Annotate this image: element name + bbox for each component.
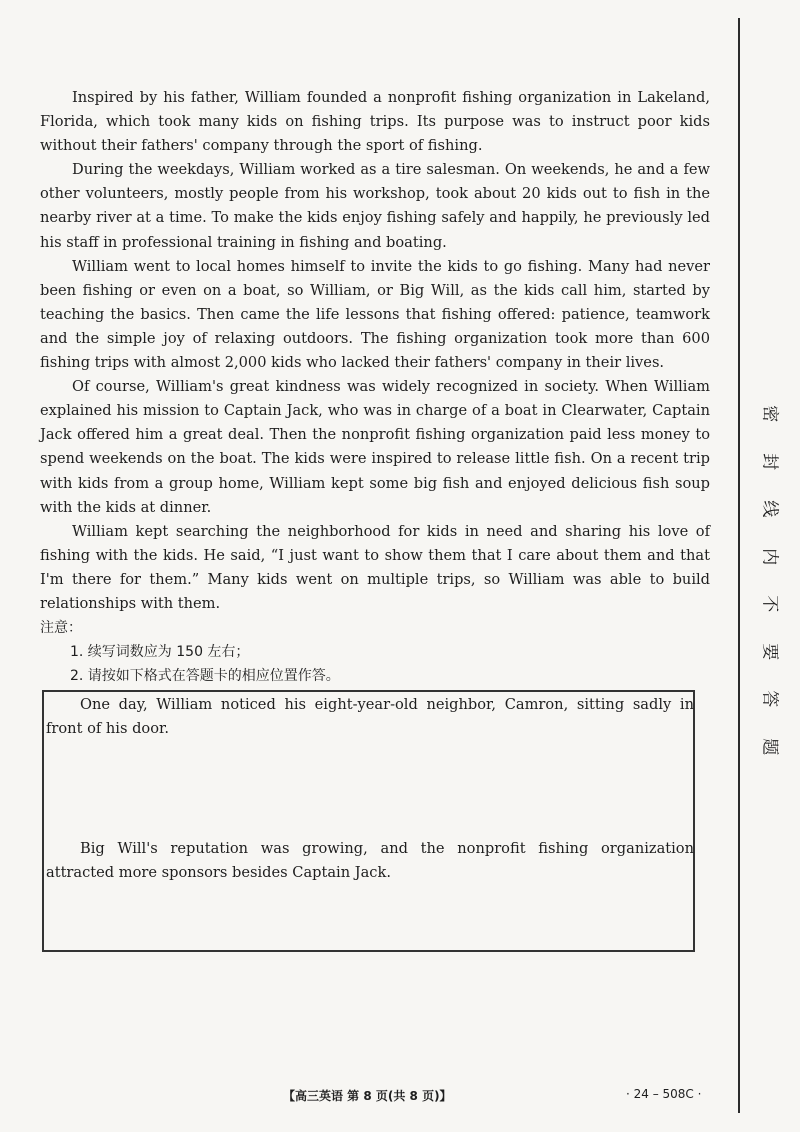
paragraph-two-opening: Big Will's reputation was growing, and the nonprofit fishing organization attracted more sponsors besides Captain Jack.	[46, 840, 694, 881]
instruction-item: 2. 请按如下格式在答题卡的相应位置作答。	[70, 668, 340, 684]
answer-box	[42, 690, 695, 952]
exam-code: · 24 – 508C ·	[626, 1087, 702, 1101]
seal-notice	[742, 390, 779, 770]
paragraph-one-opening: One day, William noticed his eight-year-old neighbor, Camron, sitting sadly in front of his door.	[46, 696, 694, 737]
passage-paragraph: Of course, William's great kindness was widely recognized in society. When William explained his mission to Captain Jack, who was in charge of a boat in Clearwater, Captain Jack offered him a great deal. Then the nonprofit fishing organization paid less money to spend weekends on the boat. The kids were inspired to release little fish. On a recent trip with kids from a group home, William kept some big fish and enjoyed delicious fish soup with the kids at dinner.	[40, 378, 710, 516]
passage-paragraph: William kept searching the neighborhood for kids in need and sharing his love of fishing with the kids. He said, “I just want to show them that I care about them and that I'm there for them.” Many kids went on multiple trips, so William was able to build relationships with them.	[40, 522, 710, 612]
instructions	[40, 616, 710, 688]
instruction-item: 1. 续写词数应为 150 左右；	[70, 644, 250, 660]
seal-char: 封	[758, 452, 779, 470]
seal-char: 不	[758, 595, 779, 613]
seal-char: 内	[758, 547, 779, 565]
seal-char: 答	[758, 690, 779, 708]
reading-passage	[40, 86, 710, 616]
seal-line	[738, 18, 740, 1113]
seal-char: 密	[758, 405, 779, 423]
instructions-heading: 注意：	[40, 620, 82, 636]
seal-char: 题	[758, 737, 779, 755]
passage-paragraph: William went to local homes himself to invite the kids to go fishing. Many had never been fishing or even on a boat, so William, or Big Will, as the kids call him, started by teaching the basics. Then came the life lessons that fishing offered: patience, teamwork and the simple joy of relaxing outdoors. The fishing organization took more than 600 fishing trips with almost 2,000 kids who lacked their fathers' company in their lives.	[40, 257, 710, 372]
seal-char: 线	[758, 500, 779, 518]
seal-char: 要	[758, 642, 779, 660]
passage-paragraph: During the weekdays, William worked as a tire salesman. On weekends, he and a few other volunteers, mostly people from his workshop, took about 20 kids out to fish in the nearby river at a time. To make the kids enjoy fishing safely and happily, he previously led his staff in professional training in fishing and boating.	[40, 161, 710, 251]
page-number: 【高三英语 第 8 页(共 8 页)】	[283, 1089, 452, 1103]
passage-paragraph: Inspired by his father, William founded a nonprofit fishing organization in Lakeland, Florida, which took many kids on fishing trips. Its purpose was to instruct poor kids without their fathers' company through the sport of fishing.	[40, 89, 710, 155]
